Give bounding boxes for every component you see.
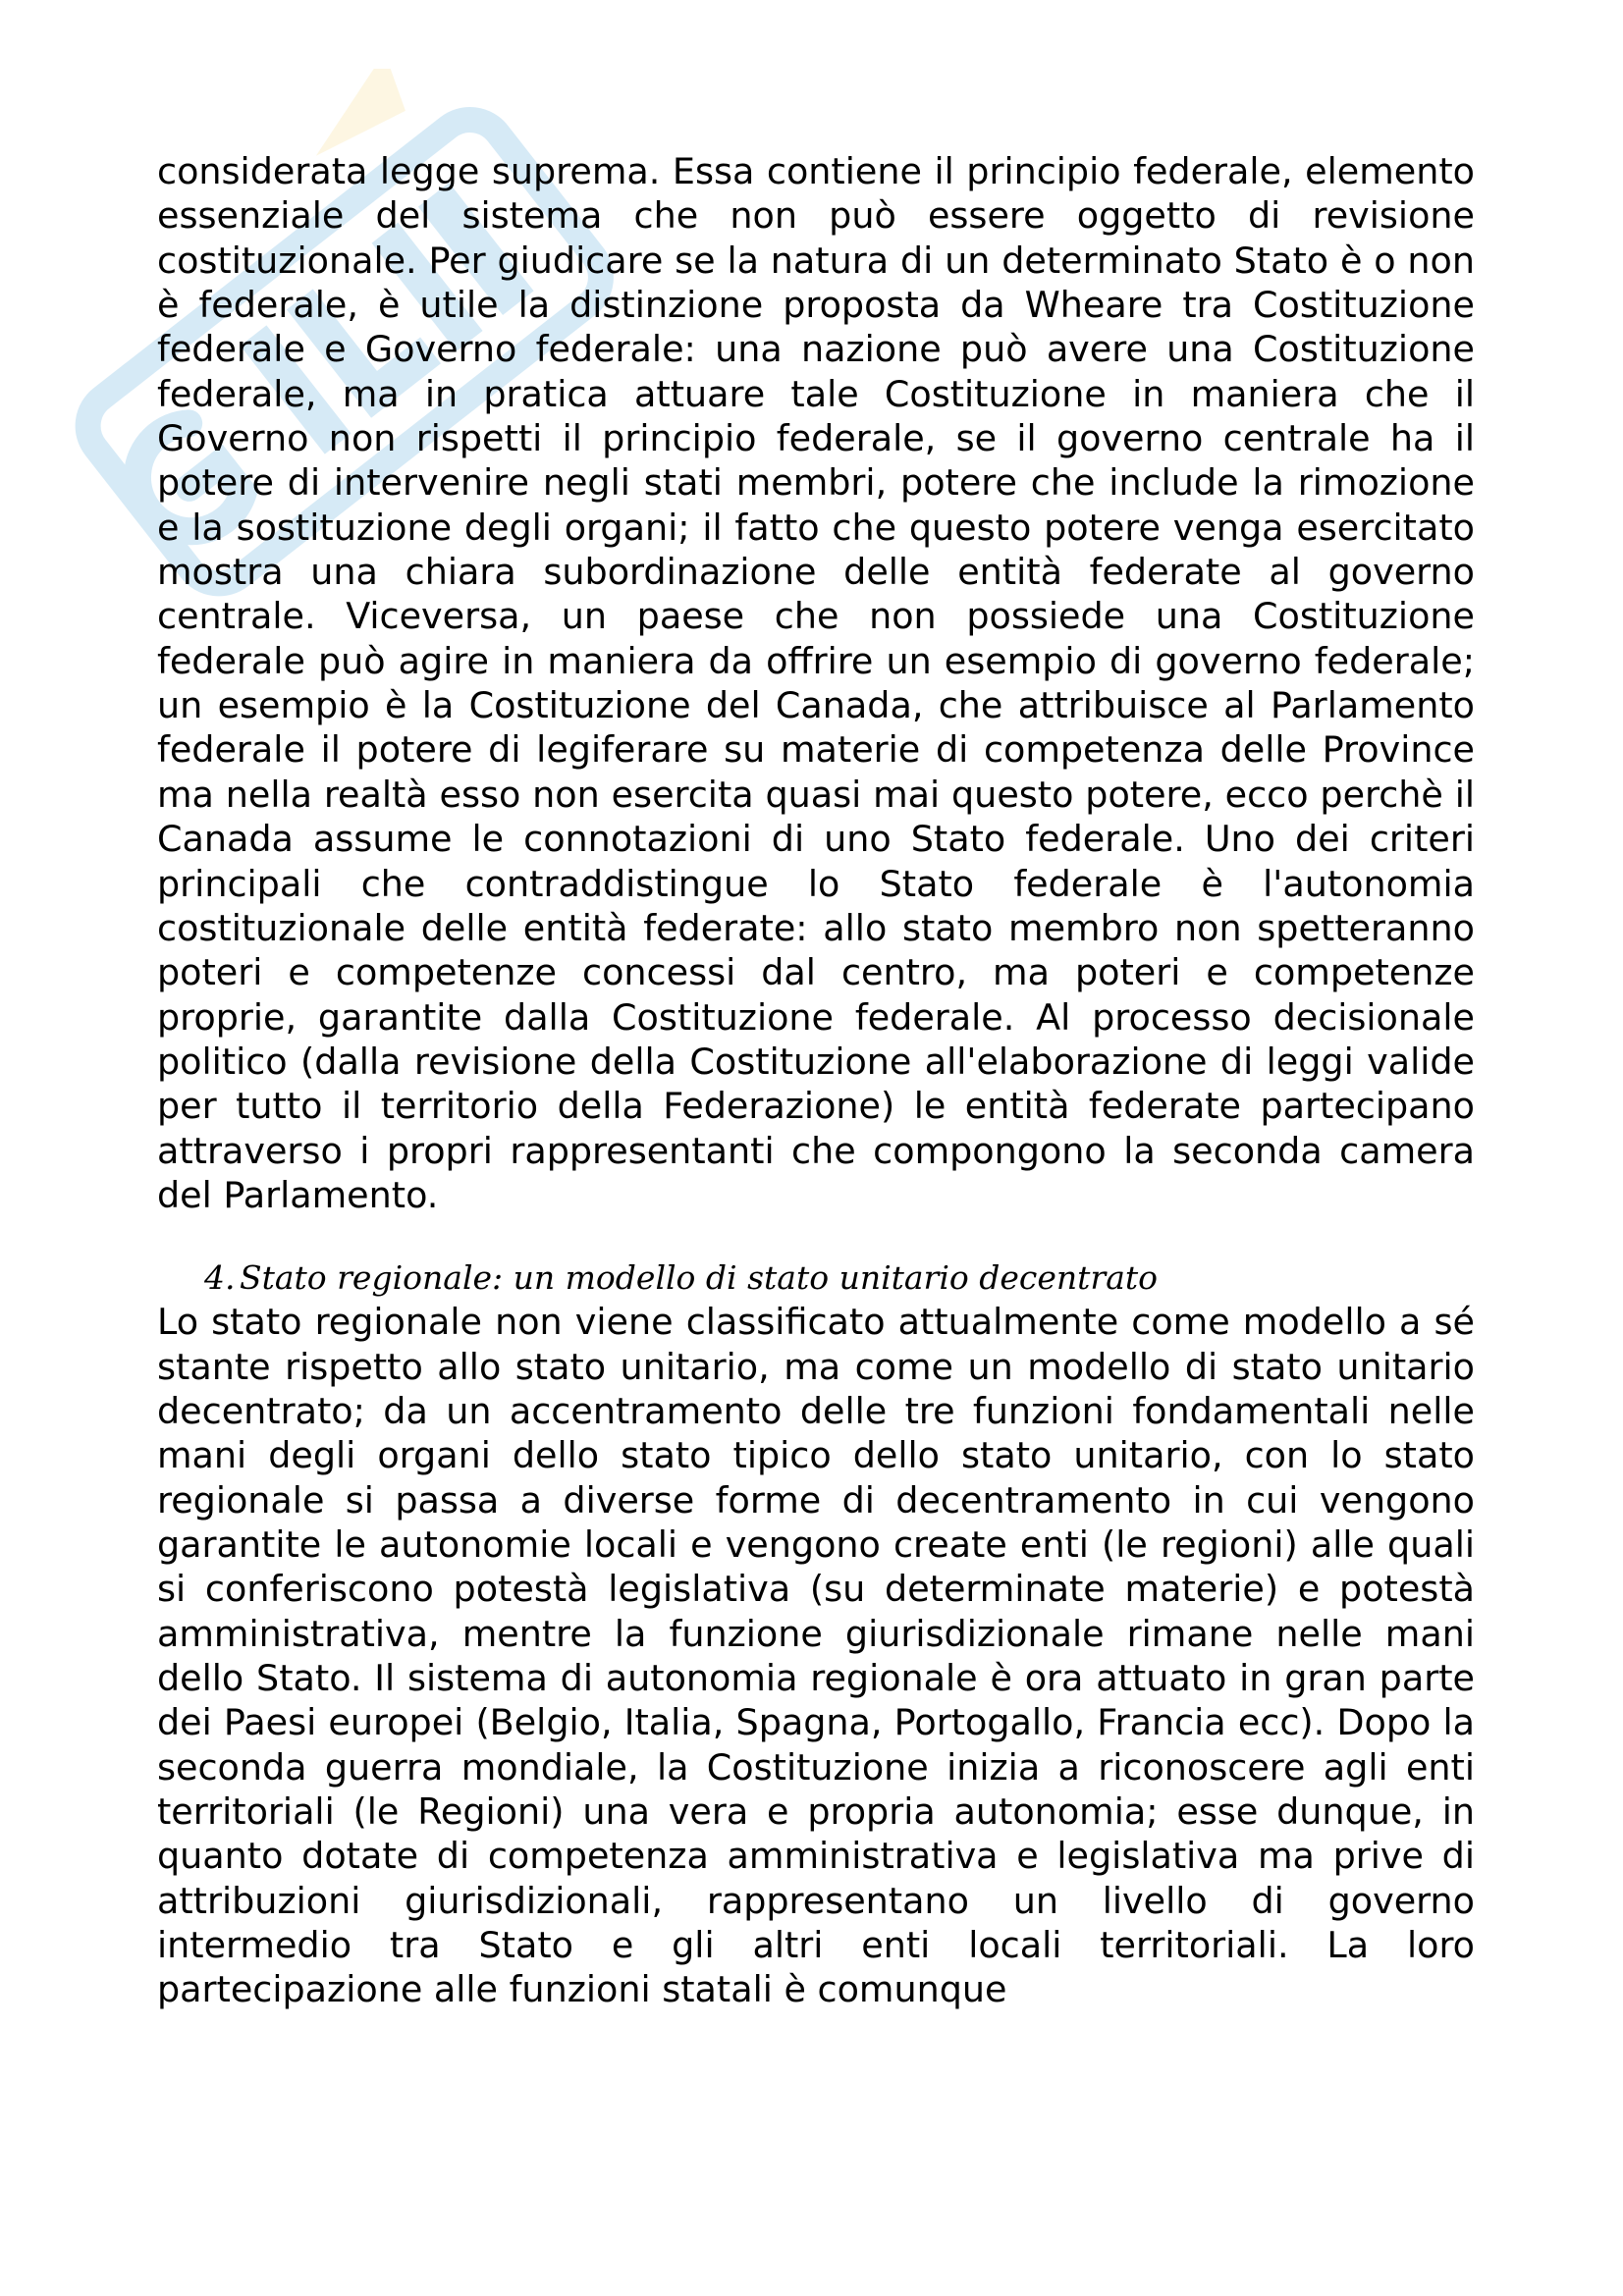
paragraph-federal-state: considerata legge suprema. Essa contiene il principio federale, elemento essenziale del sistema che non può essere oggetto di revisione costituzionale. Per giudicare se la natura di un determinato Stato è o non è federale, è utile la distinzione proposta da Wheare tra Costituzione federale e Governo federale: una nazione può avere una Costituzione federale, ma in pratica attuare tale Costituzione in maniera che il Governo non rispetti il principio federale, se il governo centrale ha il potere di intervenire negli stati membri, potere che include la rimozione e la sostituzione degli organi; il fatto che questo potere venga esercitato mostra una chiara subordinazione delle entità federate al governo centrale. Viceversa, un paese che non possiede una Costituzione federale può agire in maniera da offrire un esempio di governo federale; un esempio è la Costituzione del Canada, che attribuisce al Parlamento federale il potere di legiferare su materie di competenza delle Province ma nella realtà esso non esercita quasi mai questo potere, ecco perchè il Canada assume le connotazioni di uno Stato federale. Uno dei criteri principali che contraddistingue lo Stato federale è l'autonomia costituzionale delle entità federate: allo stato membro non spetteranno poteri e competenze concessi dal centro, ma poteri e competenze proprie, garantite dalla Costituzione federale. Al processo decisionale politico (dalla revisione della Costituzione all'elaborazione di leggi valide per tutto il territorio della Federazione) le entità federate partecipano attraverso i propri rappresentanti che compongono la seconda camera del Parlamento. (157, 150, 1475, 1216)
section-number: 4. (204, 1258, 236, 1298)
paragraph-regional-state: Lo stato regionale non viene classificato attualmente come modello a sé stante rispetto allo stato unitario, ma come un modello di stato unitario decentrato; da un accentramento delle tre funzioni fondamentali nelle mani degli organi dello stato tipico dello stato unitario, con lo stato regionale si passa a diverse forme di decentramento in cui vengono garantite le autonomie locali e vengono create enti (le regioni) alle quali si conferiscono potestà legislativa (su determinate materie) e potestà amministrativa, mentre la funzione giurisdizionale rimane nelle mani dello Stato. Il sistema di autonomia regionale è ora attuato in gran parte dei Paesi europei (Belgio, Italia, Spagna, Portogallo, Francia ecc). Dopo la seconda guerra mondiale, la Costituzione inizia a riconoscere agli enti territoriali (le Regioni) una vera e propria autonomia; esse dunque, in quanto dotate di competenza amministrativa e legislativa ma prive di attribuzioni giurisdizionali, rappresentano un livello di governo intermedio tra Stato e gli altri enti locali territoriali. La loro partecipazione alle funzioni statali è comunque (157, 1301, 1475, 2011)
section-title: Stato regionale: un modello di stato unitario decentrato (240, 1258, 1159, 1298)
section-heading (157, 1256, 1475, 1300)
document-body (157, 149, 1475, 2012)
